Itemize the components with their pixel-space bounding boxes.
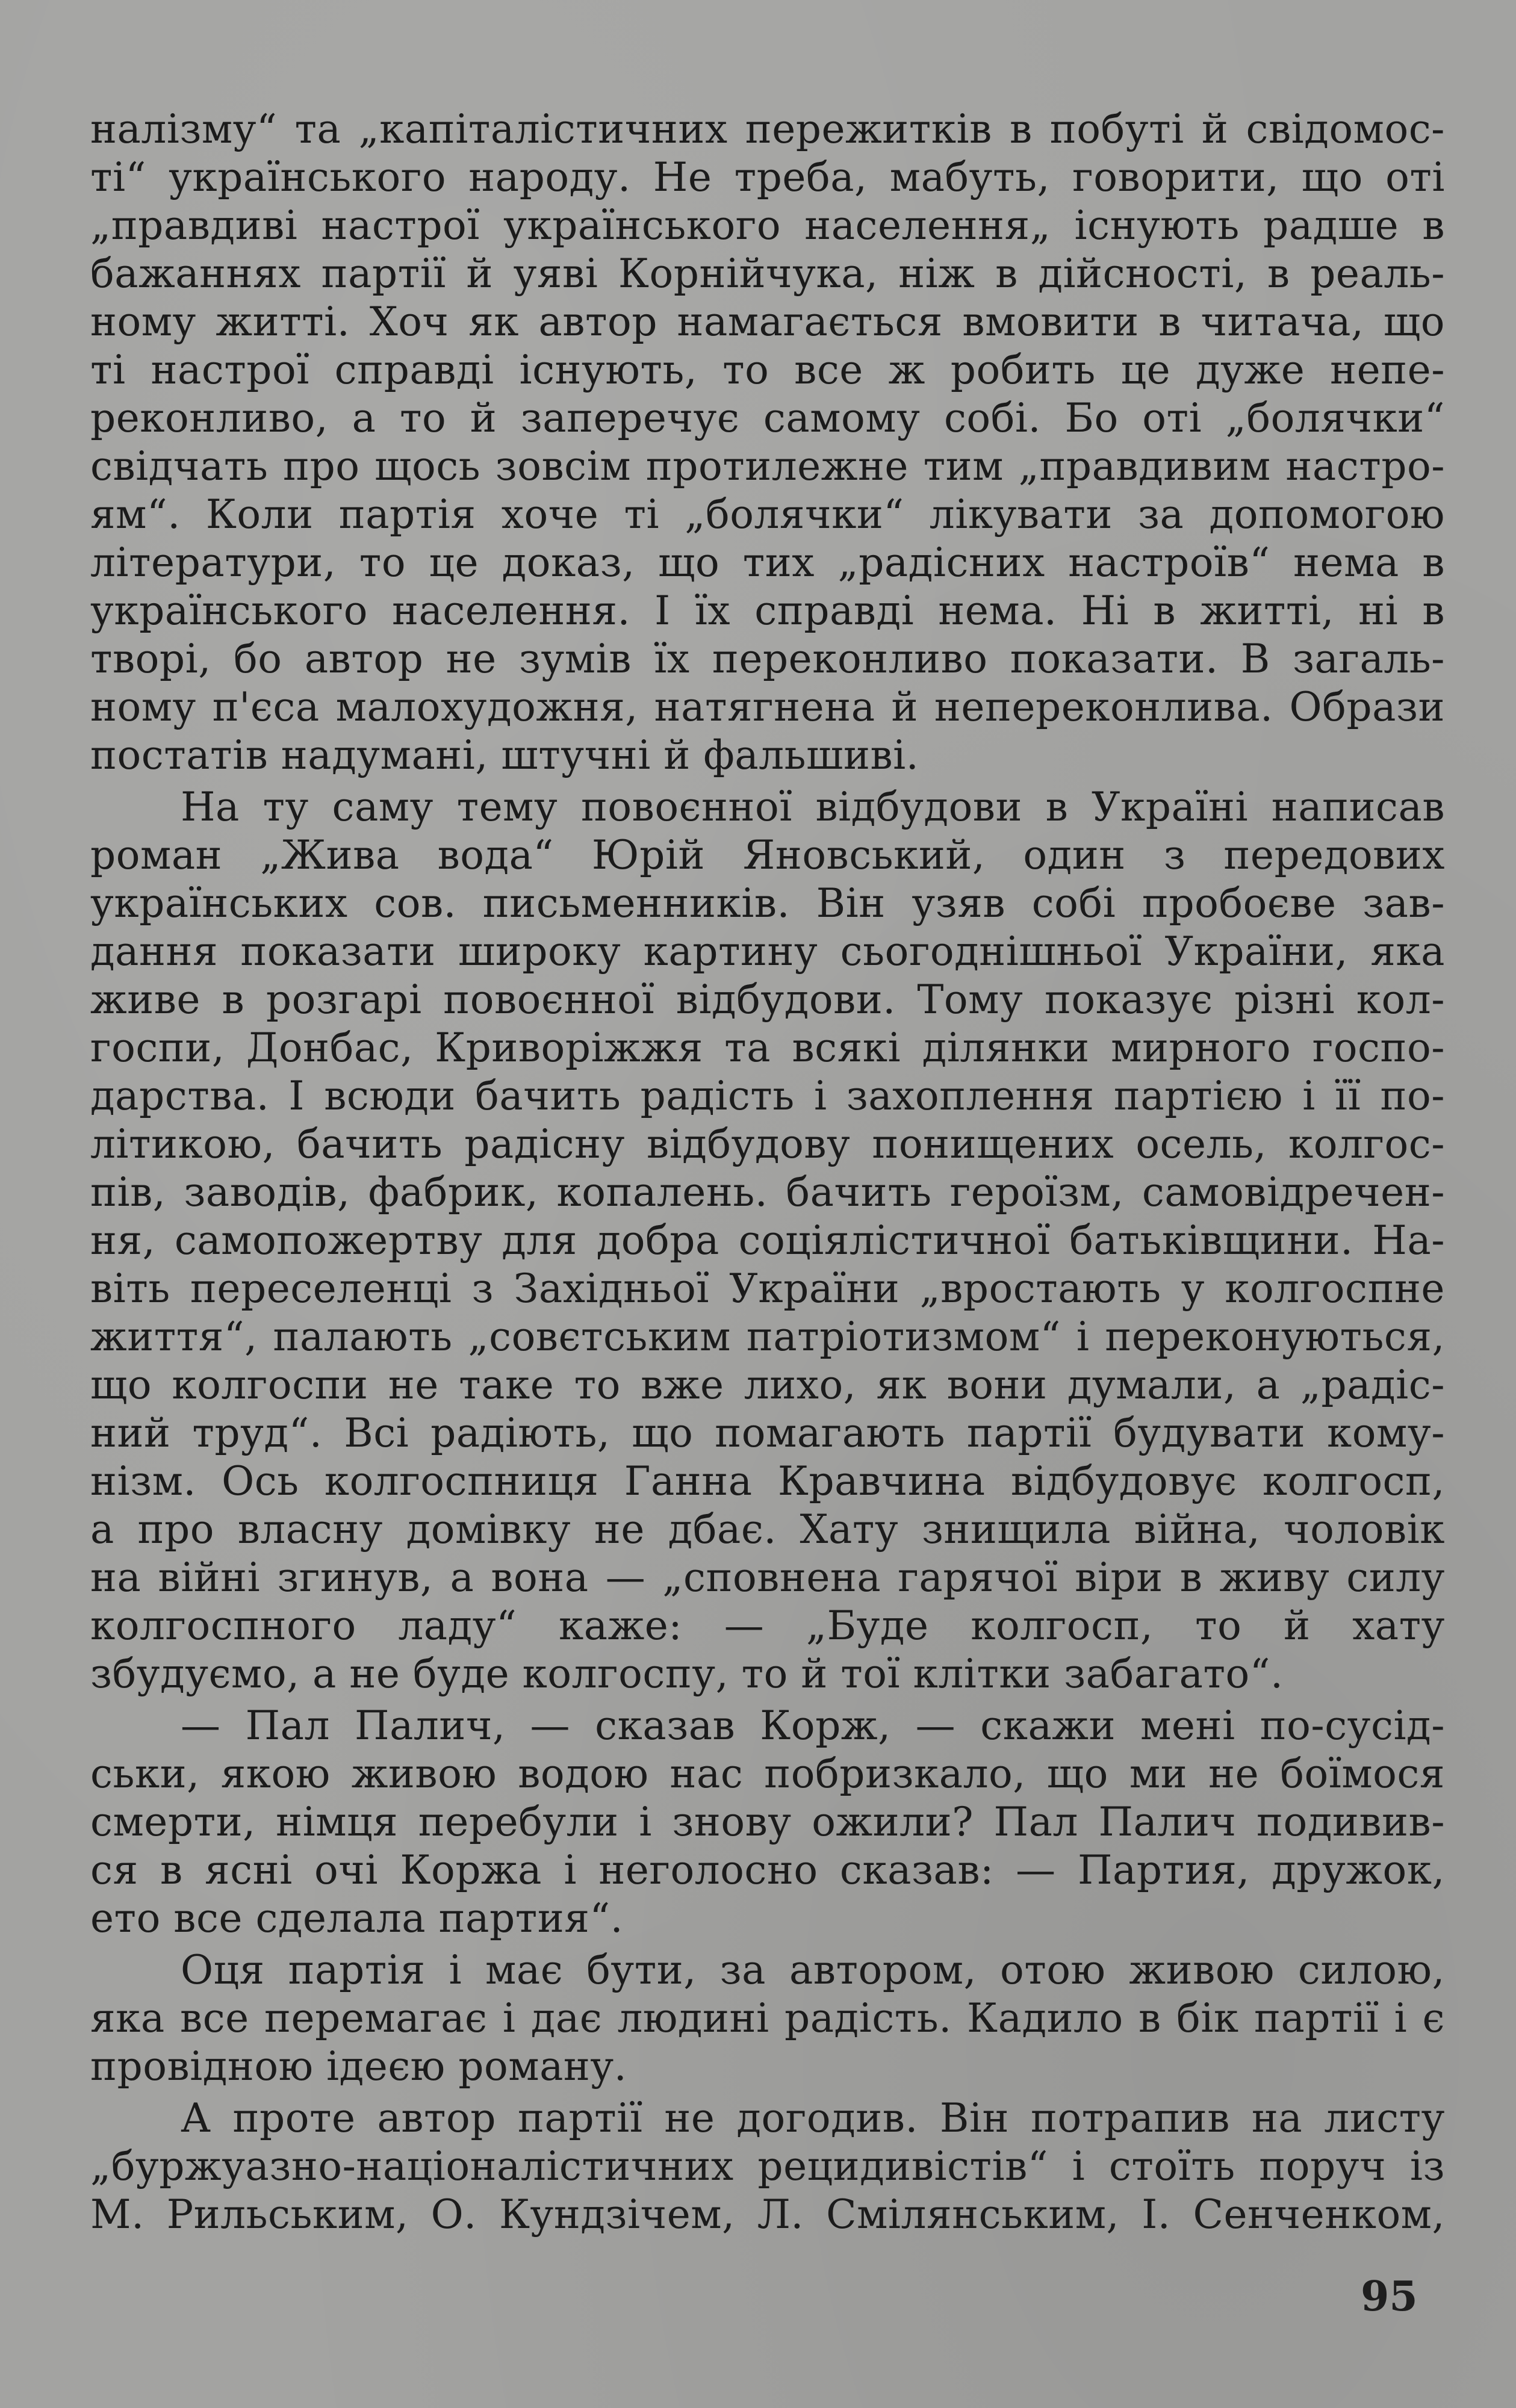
text-line: „буржуазно-націоналістичних рецидивістів“ і стоїть поруч із xyxy=(90,2143,1445,2189)
text-line: ному п'єса малохудожня, натягнена й непереконлива. Образи xyxy=(90,684,1445,730)
text-line: нізм. Ось колгоспниця Ганна Кравчина відбудовує колгосп, xyxy=(90,1458,1445,1504)
text-line: українських сов. письменників. Він узяв собі пробоєве зав- xyxy=(90,880,1445,926)
text-line: А проте автор партії не догодив. Він потрапив на листу xyxy=(181,2095,1445,2141)
text-line: на війні згинув, а вона — „сповнена гарячої віри в живу силу xyxy=(90,1554,1445,1601)
text-line: М. Рильським, О. Кундзічем, Л. Смілянським, І. Сенченком, xyxy=(90,2191,1445,2238)
text-line: збудуємо, а не буде колгоспу, то й тої клітки забагато“. xyxy=(90,1651,1284,1697)
text-line: Оця партія і має бути, за автором, отою живою силою, xyxy=(181,1947,1445,1993)
text-line: літератури, то це доказ, що тих „радісних настроїв“ нема в xyxy=(90,539,1445,586)
text-line: життя“, палають „совєтським патріотизмом“ і переконуються, xyxy=(90,1314,1445,1360)
text-line: постатів надумані, штучні й фальшиві. xyxy=(90,732,919,778)
text-line: живе в розгарі повоєнної відбудови. Тому показує різні кол- xyxy=(90,976,1445,1023)
text-line: яка все перемагає і дає людині радість. Кадило в бік партії і є xyxy=(90,1995,1445,2041)
text-line: ся в ясні очі Коржа і неголосно сказав: — Партия, дружок, xyxy=(90,1847,1445,1893)
text-line: ськи, якою живою водою нас побризкало, що ми не боїмося xyxy=(90,1751,1445,1797)
text-line: дарства. І всюди бачить радість і захоплення партією і її по- xyxy=(90,1073,1445,1119)
text-line: — Пал Палич, — сказав Корж, — скажи мені по-сусід- xyxy=(181,1702,1445,1749)
text-line: провідною ідеєю роману. xyxy=(90,2043,627,2090)
text-line: ті“ українського народу. Не треба, мабуть, говорити, що оті xyxy=(90,154,1445,200)
text-line: пів, заводів, фабрик, копалень. бачить героїзм, самовідречен- xyxy=(90,1169,1445,1215)
text-line: творі, бо автор не зумів їх переконливо показати. В загаль- xyxy=(90,636,1445,682)
text-line: ето все сделала партия“. xyxy=(90,1895,624,1941)
text-line: налізму“ та „капіталістичних пережитків в побуті й свідомос- xyxy=(90,106,1445,152)
text-line: ям“. Коли партія хоче ті „болячки“ лікувати за допомогою xyxy=(90,491,1445,538)
text-line: віть переселенці з Західньої України „вростають у колгоспне xyxy=(90,1265,1445,1312)
text-line: колгоспного ладу“ каже: — „Буде колгосп, то й хату xyxy=(90,1603,1445,1649)
text-line: літикою, бачить радісну відбудову понищених осель, колгос- xyxy=(90,1121,1445,1167)
text-line: а про власну домівку не дбає. Хату знищила війна, чоловік xyxy=(90,1506,1445,1553)
text-line: госпи, Донбас, Криворіжжя та всякі ділянки мирного госпо- xyxy=(90,1025,1445,1071)
text-line: реконливо, а то й заперечує самому собі. Бо оті „болячки“ xyxy=(90,395,1445,441)
page-number: 95 xyxy=(1361,2273,1418,2321)
text-line: ня, самопожертву для добра соціялістичної батьківщини. На- xyxy=(90,1217,1445,1264)
text-line: смерти, німця перебули і знову ожили? Пал Палич подивив- xyxy=(90,1799,1445,1845)
text-line: роман „Жива вода“ Юрій Яновський, один з передових xyxy=(90,832,1445,878)
text-line: ному житті. Хоч як автор намагається вмовити в читача, що xyxy=(90,299,1445,345)
text-line: На ту саму тему повоєнної відбудови в Україні написав xyxy=(181,784,1445,830)
text-line: ний труд“. Всі радіють, що помагають партії будувати кому- xyxy=(90,1410,1445,1456)
text-line: українського населення. І їх справді нема. Ні в житті, ні в xyxy=(90,588,1445,634)
text-line: що колгоспи не таке то вже лихо, як вони думали, а „радіс- xyxy=(90,1362,1445,1408)
text-line: бажаннях партії й уяві Корнійчука, ніж в дійсності, в реаль- xyxy=(90,250,1445,297)
text-line: дання показати широку картину сьогоднішньої України, яка xyxy=(90,928,1445,975)
body-text xyxy=(90,105,1445,2239)
text-line: ті настрої справді існують, то все ж робить це дуже непе- xyxy=(90,347,1445,393)
text-line: свідчать про щось зовсім протилежне тим „правдивим настро- xyxy=(90,443,1445,489)
text-line: „правдиві настрої українського населення„ існують радше в xyxy=(90,202,1445,249)
